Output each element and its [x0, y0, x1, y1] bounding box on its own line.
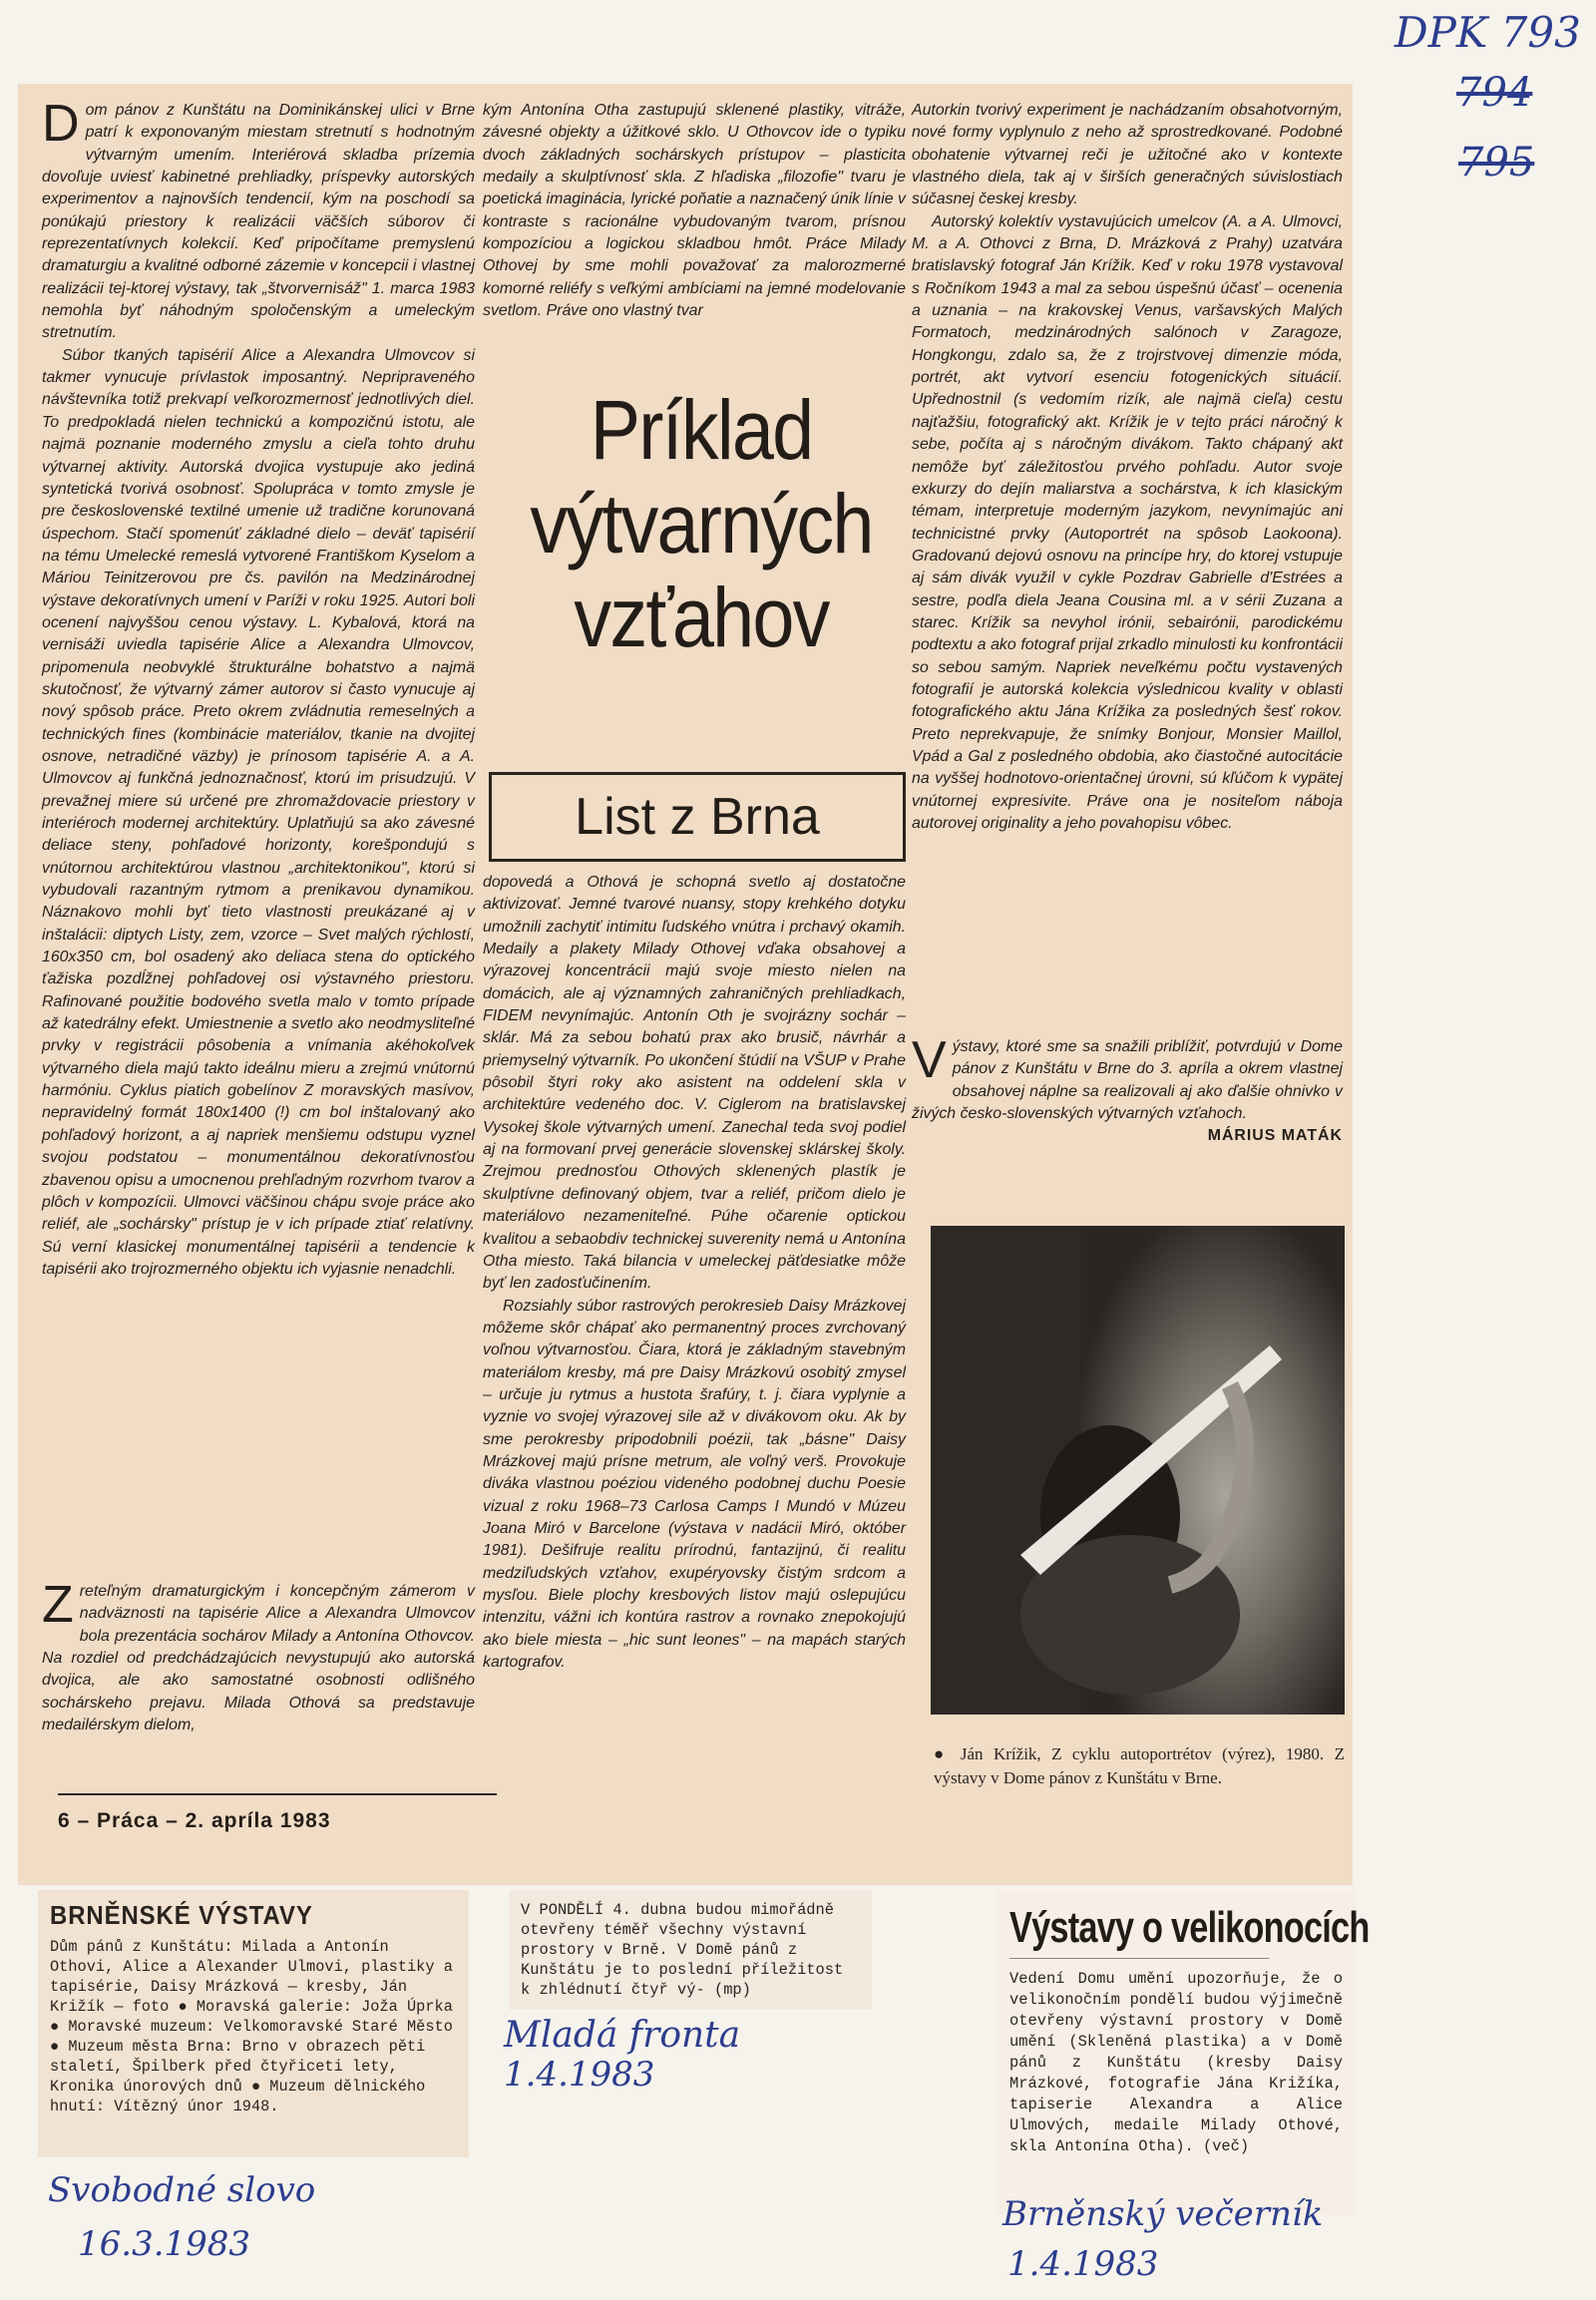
dropcap-v: V: [912, 1031, 947, 1089]
clipping-pondeli-body: V PONDĚLÍ 4. dubna budou mimořádně otevřeny téměř všechny výstavní prostory v Brně. V Domě pánů z Kunštátu je to poslední příležitost k zhlédnutí čtyř vý- (mp): [521, 1901, 844, 1999]
clipping-velikonoce-title: Výstavy o velikonocích: [1009, 1898, 1270, 1959]
article-column-3: [912, 100, 1343, 835]
clipping-brnenske-title: BRNĚNSKÉ VÝSTAVY: [50, 1900, 313, 1930]
article-column-2-top: [483, 100, 906, 322]
article-column-1-bottom: [42, 1576, 475, 1736]
clipping-velikonoce-body: Vedení Domu umění upozorňuje, že o velikonočním pondělí budou výjimečně otevřeny výstavní prostory v Domě umění (Skleněná plastika) a v Domě pánů z Kunštátu (kresby Daisy Mrázkové, fotografie Jána Križíka, tapiserie Alexandra a Alice Ulmových, medaile Milady Othové, skla Antonína Otha). (več): [1009, 1970, 1343, 2155]
dropcap-d: D: [42, 95, 80, 153]
col3b-paragraph: ýstavy, ktoré sme sa snažili priblížiť, potvrdujú v Dome pánov z Kunštátu v Brne do 3. apríla a okrem vlastnej obsahovej náplne sa realizovali aj ako ďalšie ohnivko v živých česko-slovenských výtvarných vzťahoch.: [912, 1038, 1343, 1123]
col3-paragraph-1: Autorkin tvorivý experiment je nachádzaním obsahotvorným, nové formy vyplynulo z neho až sprostredkované. Podobné obohatenie výtvarnej reči je užitočné ako v kontexte vlastného diela, tak aj v širších generačných súvislostiach súčasnej českej kresby.: [912, 102, 1343, 208]
headline-line-2: výtvarných: [530, 477, 873, 571]
archive-code-bottom: 795: [1458, 140, 1535, 186]
photo-graphic: [931, 1226, 1345, 1715]
col2-top-paragraph: kým Antonína Otha zastupujú sklenené plastiky, vitráže, závesné objekty a úžitkové sklo. U Othovcov ide o typiku dvoch základných sochárskych prístupov – plasticita medaily a skulptívnosť skla. Z hľadiska „filozofie" tvaru je poetická imaginácia, lyrické poňatie a naznačený únik línie v kontraste s racionálne vybudovaným tvarom, prísnou kompozíciou a logickou skladbou hmôt. Práce Milady Othovej by sme mohli považovať za malorozmerné komorné reliéfy s veľkými ambíciami na jemné modelovanie svetlom. Práve ono vlastný tvar: [483, 102, 906, 320]
archive-code-mid: 794: [1456, 70, 1533, 116]
col1-paragraph-1: om pánov z Kunštátu na Dominikánskej ulici v Brne patrí k exponovaným miestam stretnutí s hodnotným výtvarným umením. Interiérová skladba prízemia dovoľuje uviesť kabinetné prehliadky, príspevky autorských experimentov a najnovších tendencií, kým na poschodí sa ponúkajú priestory k realizácii väčších súborov či reprezentatívnych kolekcií. Keď pripočítame premyslenú dramaturgiu a kvalitné odborné zázemie v koncepcii i vlastnej realizácii tej-ktorej výstavy, tak „štvorvernisáž" 1. marca 1983 nemohla byť náhodným spoločenským a umeleckým stretnutím.: [42, 102, 475, 342]
handwritten-date-brnensky-vecernik: 1.4.1983: [1007, 2244, 1159, 2284]
handwritten-source-brnensky-vecernik: Brněnský večerník: [1002, 2194, 1324, 2234]
headline-line-3: vzťahov: [574, 571, 829, 664]
article-headline: [509, 383, 895, 664]
col2-bottom-paragraph-1: dopovedá a Othová je schopná svetlo aj dostatočne aktivizovať. Jemné tvarové nuansy, stopy krehkého dotyku umožnili zachytiť intimitu ľudského vnútra i prchavý okamih. Medaily a plakety Milady Othovej vďaka obsahovej a výrazovej koncentrácii majú svoje miesto nielen na domácich, ale aj významných zahraničných prehliadkach, FIDEM nevynímajúc. Antonín Oth je svojrázny sochár – sklár. Má za sebou bohatú prax ako brusič, návrhár a priemyselný výtvarník. Po ukončení štúdií na VŠUP v Prahe pôsobil štyri roky ako asistent na oddelení skla v architektúre vedeného doc. V. Ciglerom na bratislavskej Vysokej škole výtvarných umení. Zanechal teda svoj podiel aj na formovaní prvej generácie slovenskej sklárskej školy. Zrejmou prednosťou Othových sklenených plastík je skulptívne definovaný objem, tvar a reliéf, pričom dielo je materiálovo nezameniteľné. Púhe očarenie optickou kvalitou a sebaobdiv technickej suverenity nemá u Antonína Otha miesto. Taká bilancia v umeleckej päťdesiatke môže byť len zadosťučinením.: [483, 874, 906, 1293]
page-footer: 6 – Práca – 2. apríla 1983: [58, 1809, 331, 1832]
article-column-2-bottom: [483, 872, 906, 1674]
headline-line-1: Príklad: [590, 383, 813, 477]
article-byline: MÁRIUS MATÁK: [1207, 1127, 1343, 1145]
col1b-paragraph: reteľným dramaturgickým i koncepčným zámerom v nadväznosti na tapisérie Alice a Alexandra Ulmovcov bola prezentácia sochárov Milady a Antonína Othovcov. Na rozdiel od predchádzajúcich nevystupujú ako autorská dvojica, ale ako samostatné osobnosti odlišného sochárskeho prejavu. Milada Othová sa predstavuje medailérskym dielom,: [42, 1583, 475, 1734]
clipping-vystavy-o-velikonocich: [996, 1890, 1370, 2215]
handwritten-source-svobodne-slovo: Svobodné slovo: [48, 2170, 316, 2210]
col2-bottom-paragraph-2: Rozsiahly súbor rastrových perokresieb Daisy Mrázkovej môžeme skôr chápať ako permanentný proces zvrchovaný voľnou výtvarnosťou. Čiara, ktorá je základným stavebným materiálom kresby, má pre Daisy Mrázkovú osobitý zmysel – určuje ju rytmus a hustota šrafúry, t. j. čiara vyplynie a vyznie vo svojej výrazovej sile až v divákovom oku. Ak by sme perokresby pripodobnili poézii, tak „básne" Daisy Mrázkovej majú prísne metrum, ale voľný verš. Provokuje diváka vlastnou poéziou videného podobnej duchu Poesie vizual z roku 1968–73 Carlosa Camps I Mundó v Múzeu Joana Miró v Barcelone (výstava v nadácii Miró, október 1981). Dešifruje realitu prírodnú, fantazijnú, či realitu medziľudských vzťahov, exupéryovsky čistým srdcom a mysľou. Biele plochy kresbových listov majú oslepujúcu intenzitu, vážni ich kontúra rastrov a rovnako znepokojujú ako biele miesta – „hic sunt leones" – na mapách starých kartografov.: [483, 1297, 906, 1672]
article-column-3-bottom: [912, 1031, 1343, 1148]
clipping-brnenske-vystavy: [38, 1890, 469, 2157]
handwritten-date-mlada-fronta: 1.4.1983: [504, 2055, 655, 2095]
footer-rule: [58, 1793, 497, 1795]
article-subtitle: List z Brna: [489, 772, 906, 862]
dropcap-z: Z: [42, 1576, 74, 1634]
clipping-v-pondeli: [509, 1890, 872, 2010]
handwritten-date-svobodne-slovo: 16.3.1983: [78, 2224, 251, 2264]
main-article-clipping: [18, 84, 1353, 1885]
article-column-1: [42, 95, 475, 1281]
photo-caption: ● Ján Krížik, Z cyklu autoportrétov (výrez), 1980. Z výstavy v Dome pánov z Kunštátu v Brne.: [934, 1744, 1345, 1787]
archive-code-top: DPK 793: [1395, 8, 1581, 57]
article-photo: [931, 1226, 1345, 1715]
handwritten-source-mlada-fronta: Mladá fronta: [504, 2015, 741, 2056]
col3-paragraph-2: Autorský kolektív vystavujúcich umelcov (A. a A. Ulmovci, M. a A. Othovci z Brna, D. Mrázková z Prahy) uzatvára bratislavský fotograf Ján Krížik. Keď v roku 1978 vystavoval s Ročníkom 1943 a mal za sebou úspešnú účasť – ocenenia a uznania – na krakovskej Venus, varšavských Malých Formatoch, medzinárodných salónoch v Zaragoze, Hongkongu, zdalo sa, že z trojrstvovej dimenzie móda, portrét, akt vytvorí esenciu fotogenických situácií. Upřednostnil (s vedomím rizík, ale najmä cieľa) cestu najťažšiu, fotografický akt. Krížik je v tejto práci náročný k sebe, počíta aj s náročným divákom. Takto chápaný akt nemôže byť záležitosťou prvého pohľadu. Autor svoje exkurzy do dejín maliarstva a sochárstva, k ich klasickým témam, interpretuje moderným jazykom, nevynímajúc ani technicistné prvky (Autoportrét na spôsob Laokoona). Gradovanú dejovú osnovu na princípe hry, do ktorej vstupuje aj sám divák využil v cykle Pozdrav Gabrielle d'Estrées a sestre, podľa diela Jeana Cousina ml. a v sérii Zuzana a starec. Krížik sa nevyhol irónii, sebairónii, parodickému podtextu a ako fotograf prijal zrkadlo minulosti ku konfrontácii so sebou samým. Napriek neveľkému počtu vystavených fotografií je autorská kolekcia výslednicou kvality v oblasti fotografického aktu Jána Krížika za posledných šesť rokov. Preto neprekvapuje, že snímky Bonjour, Monsier Maillol, Vpád a Gal z posledného obdobia, ako čiastočné autocitácie na vyššej hodnotovo-orientačnej úrovni, sú kľúčom k vypätej vnútornej expresivite. Práve ona je nositeľom nábojа autorovej originality a jeho povahopisu vôbec.: [912, 212, 1343, 832]
col1-paragraph-2: Súbor tkaných tapisérií Alice a Alexandra Ulmovcov si takmer vynucuje prívlastok imposantný. Nepripraveného návštevníka totiž prekvapí veľkorozmernosť jednotlivých diel. To predpokladá nielen technickú a kompozičnú istotu, ale najmä poznanie moderného zmyslu a cieľa tohto druhu výtvarnej aktivity. Autorská dvojica vystupuje ako jediná syntetická tvorivá osobnosť. Spolupráca v tomto zmysle je pre československé textilné umenie už tradične korunovaná úspechom. Stačí spomenúť základné dielo – deväť tapisérií na tému Umelecké remeslá vytvorené Františkom Kyselom a Máriou Teinitzerovou pre čs. pavilón na Medzinárodnej výstave dekoratívnych umení v Paríži v roku 1925. Autori boli ocenení najvyššou cenou výstavy. L. Kybalová, ktorá na vernisáži uviedla tapisérie Alice a Alexandra Ulmovcov, pripomenula neobvyklé štrukturálne bohatstvo a najmä skutočnosť, že výtvarný zámer autorov si často vynucuje aj nový spôsob práce. Preto okrem zvládnutia remeselných a technických fines (kombinácie materiálov, tkanie na dvojitej osnove, netradičné väzby) je prínosom tapisérie A. a A. Ulmovcov aj funkčná jednoznačnosť, ktorú im prisudzujú. V prevažnej miere sú určené pre zhromaždovacie priestory v interiéroch modernej architektúry. Uplatňujú sa ako závesné deliace steny, pohľadové horizonty, korešpondujú s vnútornou architektúrou vlastnou „architektonikou", ktorú si vybudovali razantným rytmom a prenikavou dynamikou. Náznakovo mohli byť tieto vlastnosti preukázané aj v inštalácii: diptych Listy, zem, vzorce – Svet malých rýchlostí, 160x350 cm, bol osadený ako deliaca stena do optického ťažiska pozdĺžnej pohľadovej osi výstavného priestoru. Rafinované použitie bodového svetla malo v tomto prípade až katedrálny efekt. Umiestnenie a svetlo ako neodmysliteľné prvky v registrácii pôsobenia a vnímania akéhokoľvek výtvarného diela majú takto ideálnu mieru a zrejmú vnútornú harmóniu. Cyklus piatich gobelínov Z moravských masívov, nepravidelný formát 180x1400 (!) cm bol inštalovaný ako pohľadový horizont, a aj napriek menšiemu odstupu vyznel svojou podstatou – monumentálnou dekoratívnosťou zbavenou opisu a umocnenou prehľadným rozvrhom tvarov a plôch v kompozícii. Ulmovci väčšinou chápu svoje práce ako reliéf, ale „sochársky" prístup je v ich prípade ztiať relatívny. Sú verní klasickej monumentálnej tapisérii a tendencie k tapisérii ako trojrozmerného objektu ich vyjasnie nenadchli.: [42, 346, 475, 1278]
clipping-brnenske-body: Dům pánů z Kunštátu: Milada a Antonín Othovi, Alice a Alexander Ulmovi, plastiky a tapisérie, Daisy Mrázková — kresby, Ján Križík — foto ● Moravská galerie: Joža Úprka ● Moravské muzeum: Velkomoravské Staré Město ● Muzeum města Brna: Brno v obrazech pěti staletí, Špilberk před čtyřiceti lety, Kronika únorových dnů ● Muzeum dělnického hnutí: Vítězný únor 1948.: [50, 1938, 453, 2115]
